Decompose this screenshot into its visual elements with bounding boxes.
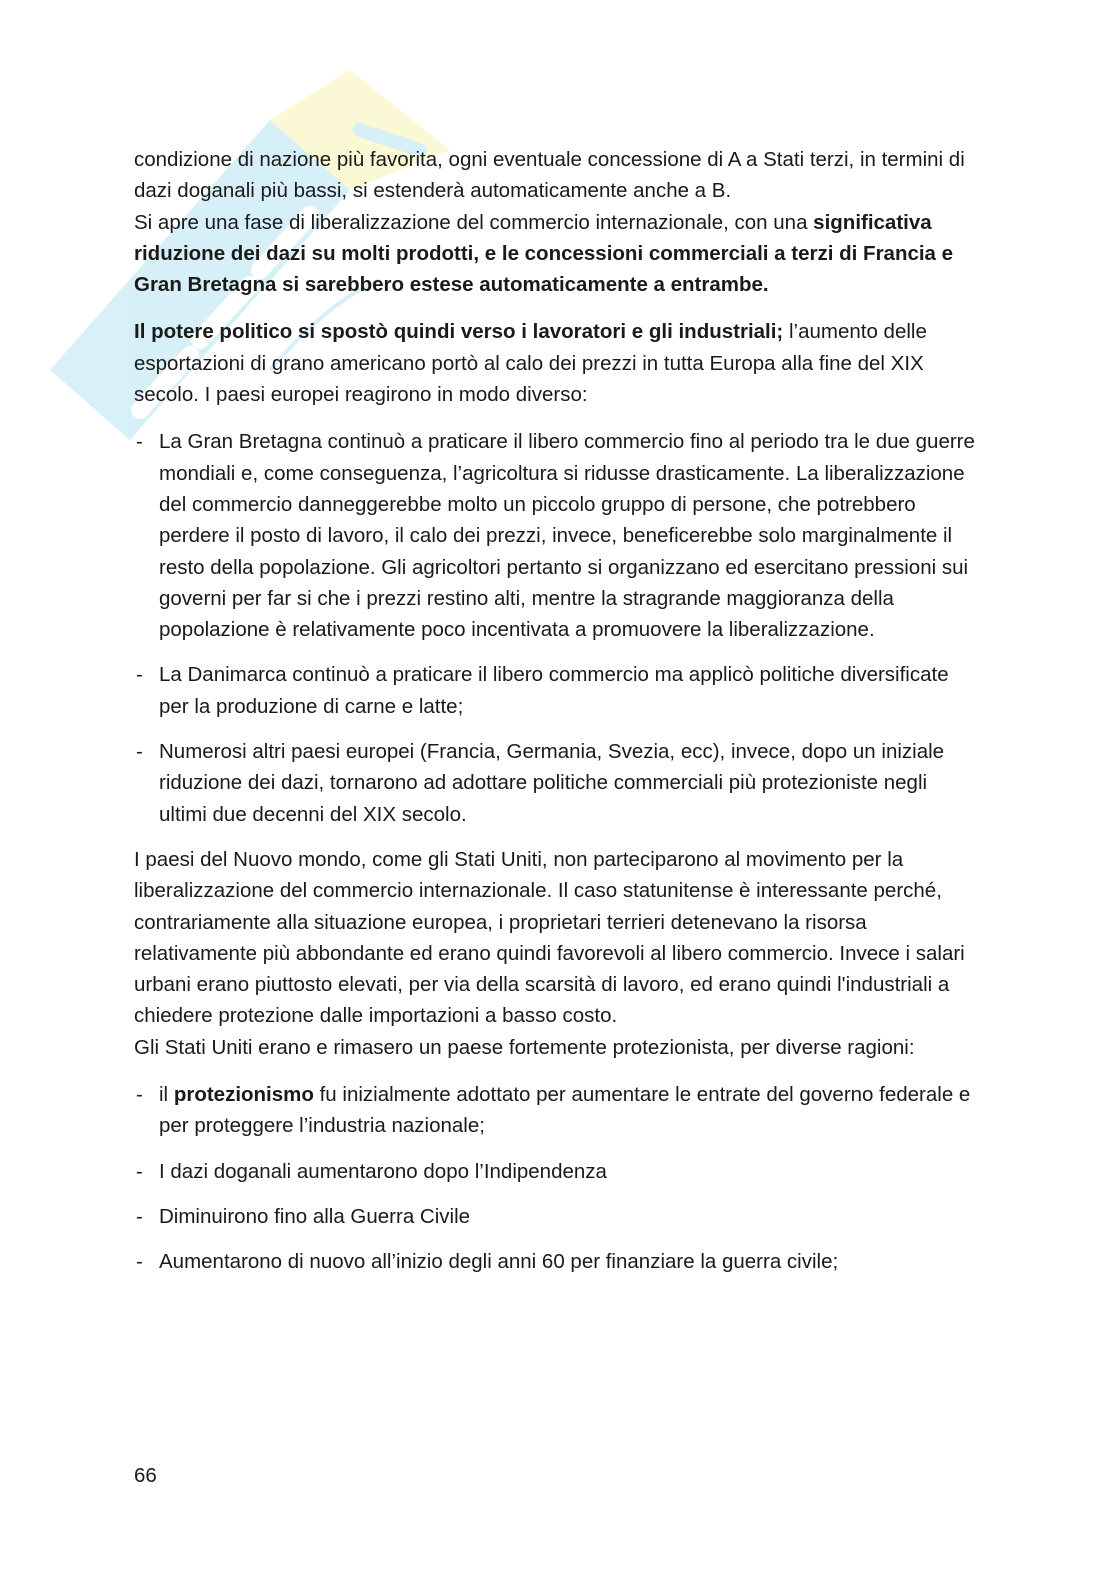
list-item-duties-decrease: - Diminuirono fino alla Guerra Civile (134, 1201, 980, 1232)
paragraph-political-power-bold: Il potere politico si spostò quindi verso i lavoratori e gli industriali; (134, 320, 784, 344)
paragraph-liberalization-bold: significativa riduzione dei dazi su molti prodotti, e le concessioni commerciali a terzi di Francia e Gran Bretagna si sarebbero estese automaticamente a entrambe. (134, 210, 954, 297)
list-item-protectionism-post: fu inizialmente adottato per aumentare le entrate del governo federale e per proteggere l’industria nazionale; (159, 1083, 971, 1138)
document-body (134, 144, 980, 1292)
paragraph-political-power-text: l’aumento delle esportazioni di grano americano portò al calo dei prezzi in tutta Europa alla fine del XIX secolo. I paesi europei reagirono in modo diverso: (134, 320, 927, 407)
paragraph-usa-protectionism: Gli Stati Uniti erano e rimasero un paese fortemente protezionista, per diverse ragioni: (134, 1035, 915, 1059)
paragraph-liberalization-text: Si apre una fase di liberalizzazione del commercio internazionale, con una (134, 210, 814, 234)
european-reactions-list (134, 426, 980, 830)
usa-reasons-list (134, 1079, 980, 1277)
paragraph-new-world: I paesi del Nuovo mondo, come gli Stati Uniti, non parteciparono al movimento per la liberalizzazione del commercio internazionale. Il caso statunitense è interessante perché, contrariamente alla situazione europea, i proprietari terrieri detenevano la risorsa relativamente più abbondante ed erano quindi favorevoli al libero commercio. Invece i salari urbani erano piuttosto elevati, per via della scarsità di lavoro, ed erano quindi l'industriali a chiedere protezione dalle importazioni a basso costo. (134, 847, 965, 1028)
paragraph-mfn-condition: condizione di nazione più favorita, ogni eventuale concessione di A a Stati terzi, in termini di dazi doganali più bassi, si estenderà automaticamente anche a B. (134, 148, 965, 203)
paragraph-political-power (134, 316, 980, 410)
paragraph-liberalization (134, 207, 980, 301)
list-item-civil-war: - Aumentarono di nuovo all’inizio degli anni 60 per finanziare la guerra civile; (134, 1246, 980, 1277)
list-item-protectionism (134, 1079, 980, 1142)
page-number: 66 (134, 1464, 157, 1487)
list-item-denmark: - La Danimarca continuò a praticare il libero commercio ma applicò politiche diversificate per la produzione di carne e latte; (134, 659, 980, 722)
list-item-protectionism-bold: protezionismo (173, 1083, 314, 1107)
list-item-protectionism-pre: il (159, 1083, 174, 1107)
list-item-duties-increase: - I dazi doganali aumentarono dopo l’Indipendenza (134, 1156, 980, 1187)
list-item-great-britain: - La Gran Bretagna continuò a praticare il libero commercio fino al periodo tra le due guerre mondiali e, come conseguenza, l’agricoltura si ridusse drasticamente. La liberalizzazione del commercio danneggerebbe molto un piccolo gruppo di persone, che potrebbero perdere il posto di lavoro, il calo dei prezzi, invece, beneficerebbe solo marginalmente il resto della popolazione. Gli agricoltori pertanto si organizzano ed esercitano pressioni sui governi per far si che i prezzi restino alti, mentre la stragrande maggioranza della popolazione è relativamente poco incentivata a promuovere la liberalizzazione. (134, 426, 980, 645)
list-item-other-countries: - Numerosi altri paesi europei (Francia, Germania, Svezia, ecc), invece, dopo un iniziale riduzione dei dazi, tornarono ad adottare politiche commerciali più protezioniste negli ultimi due decenni del XIX secolo. (134, 736, 980, 830)
